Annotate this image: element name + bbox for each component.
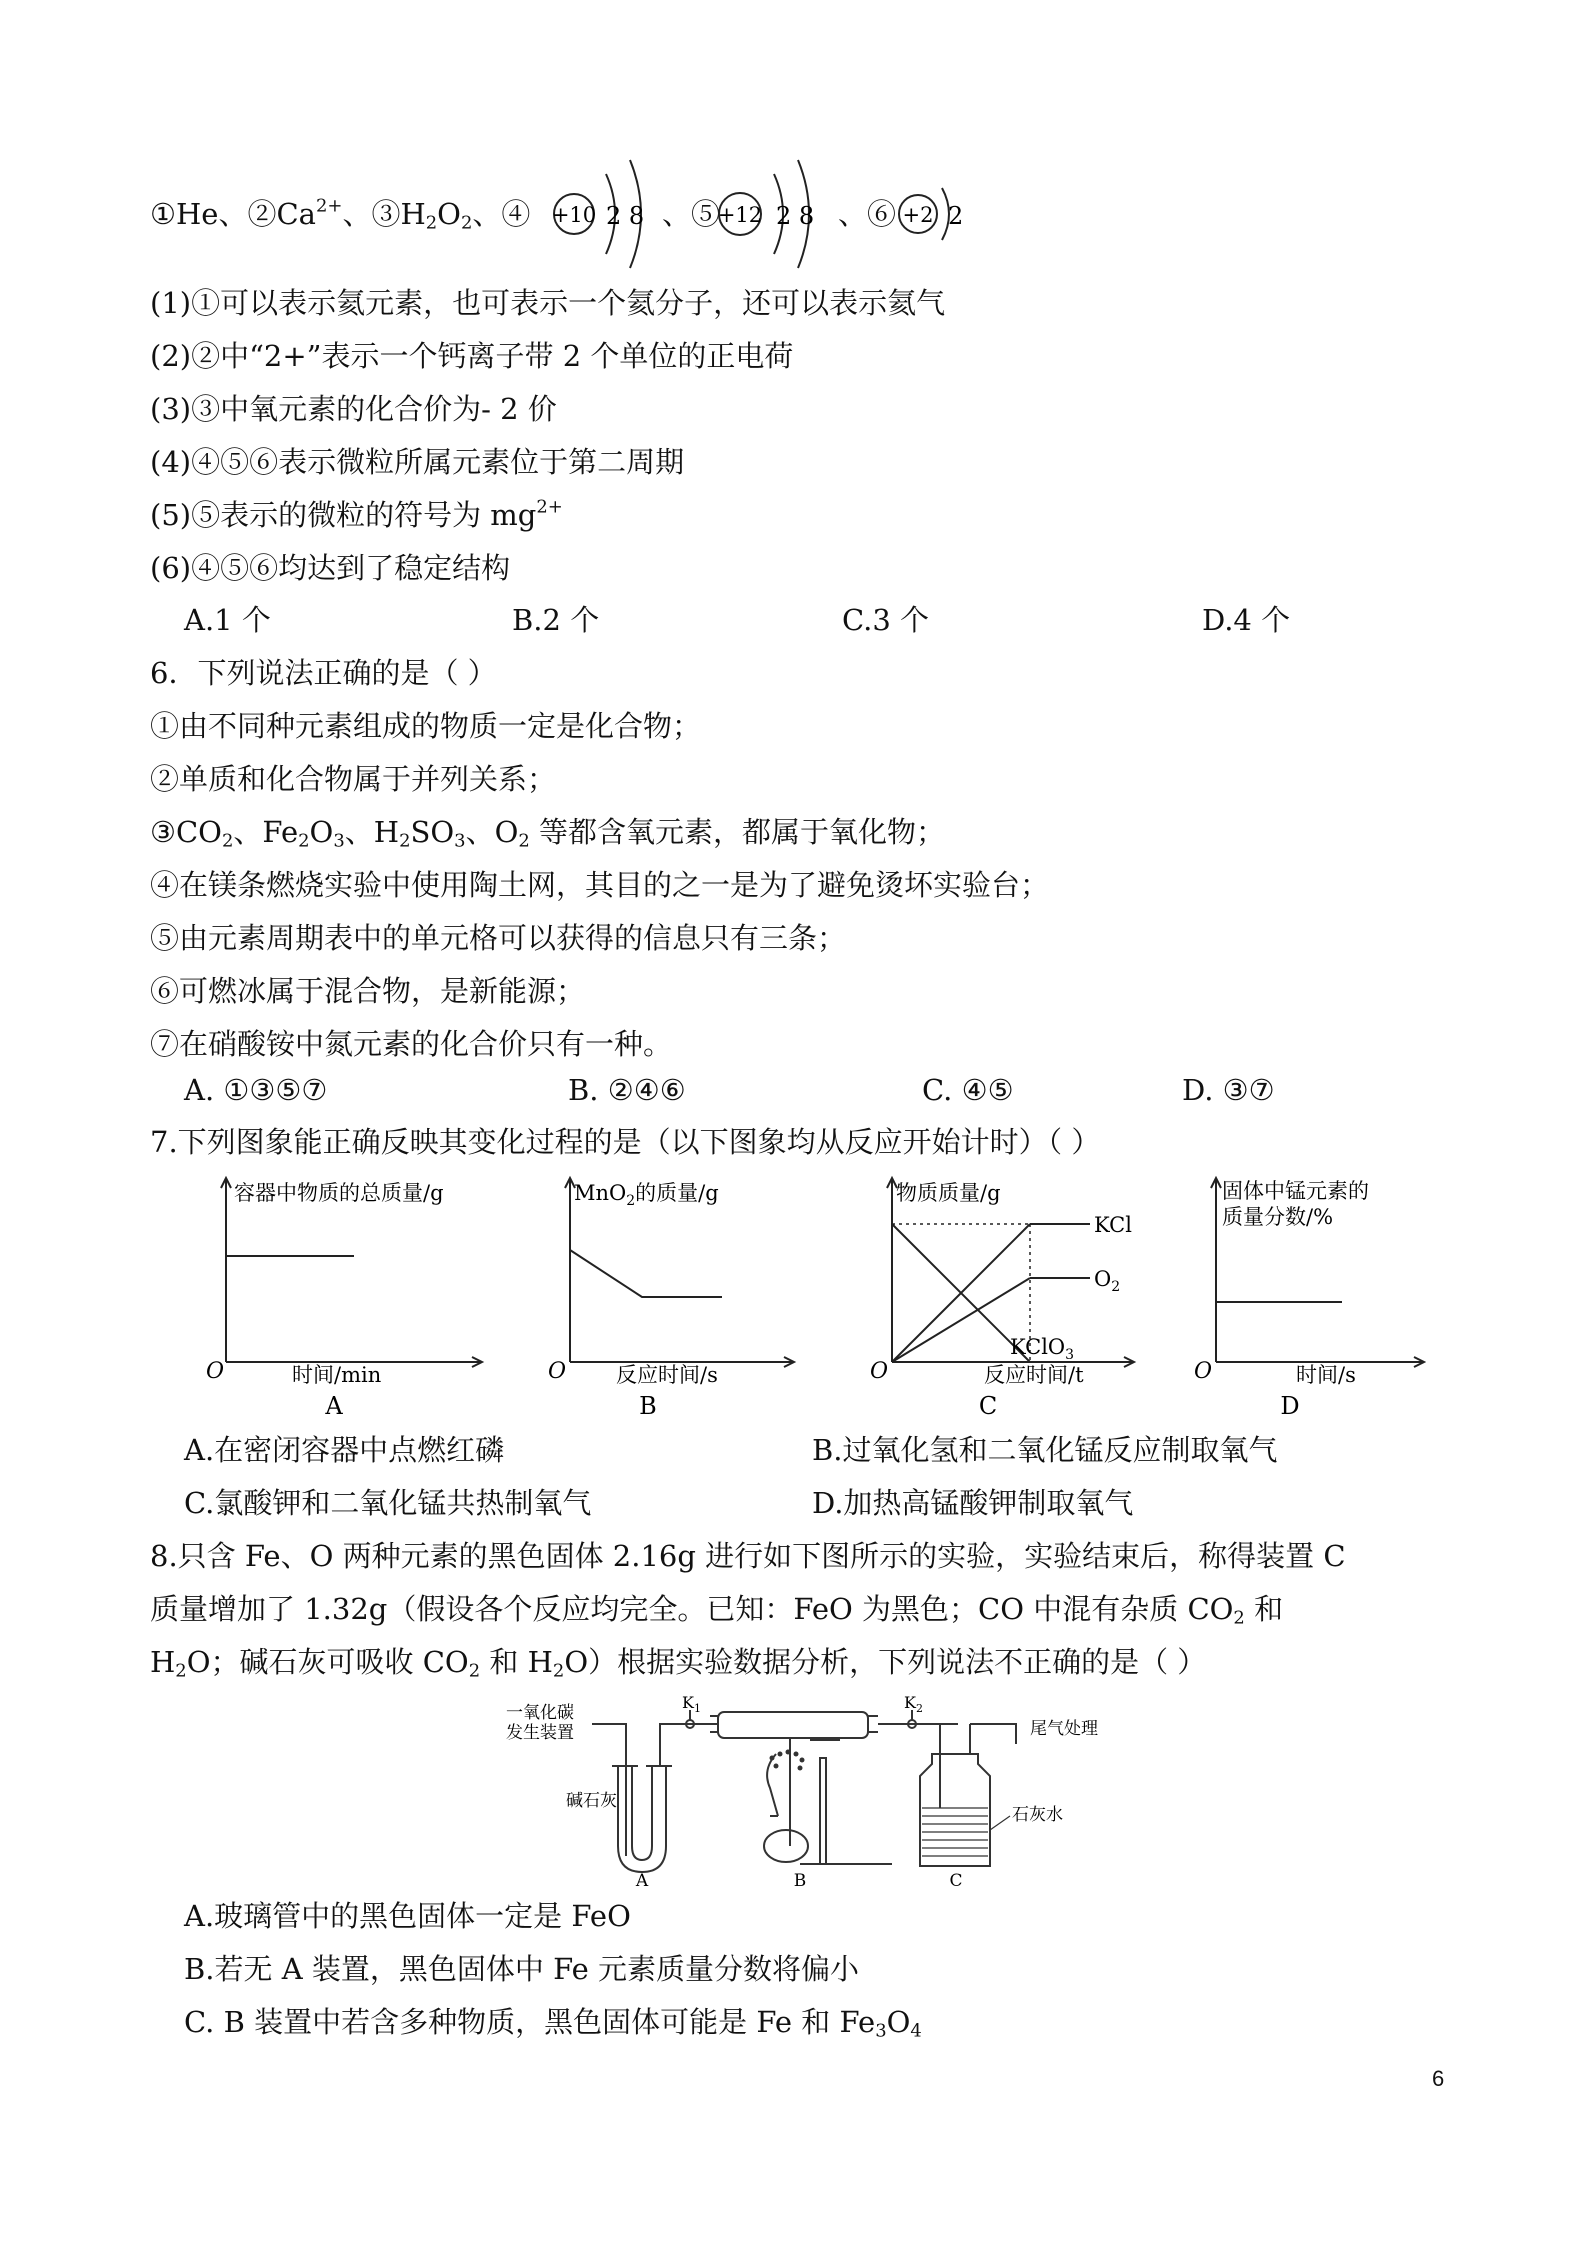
q5-option-b[interactable]: B.2 个 — [512, 603, 600, 637]
co-generator-label-1: 一氧化碳 — [506, 1703, 574, 1723]
species-text: ①He、②Ca — [150, 197, 316, 231]
graph-d-origin: O — [1194, 1359, 1213, 1384]
graph-b-line — [570, 1250, 722, 1297]
valve-k2-label: $K_2$ — [904, 1696, 923, 1715]
q5-option-d[interactable]: D.4 个 — [1202, 603, 1291, 637]
apparatus-label-a: A — [635, 1871, 649, 1886]
graph-b-ylabel: MnO$_2$的质量/g — [574, 1181, 719, 1209]
co-generator-label-2: 发生装置 — [506, 1723, 574, 1743]
item-text: 、Fe — [233, 815, 299, 849]
graph-d-ylabel-2: 质量分数/% — [1222, 1205, 1334, 1229]
subscript: 2 — [298, 830, 310, 852]
item-text: SO — [410, 815, 455, 849]
legend-o2: $O_2$ — [1094, 1267, 1121, 1295]
apparatus-diagram — [500, 1696, 1120, 1886]
q7-stem: 7.下列图象能正确反映其变化过程的是（以下图象均从反应开始计时）（ ） — [150, 1125, 1101, 1159]
nucleus-charge-5: +12 — [717, 203, 763, 227]
species-text: 、④ — [472, 197, 531, 231]
graph-d — [1186, 1172, 1426, 1422]
item-text: 等都含氧元素，都属于氧化物； — [529, 815, 946, 849]
stem-text: H — [150, 1645, 176, 1679]
stem-text: 和 — [1244, 1592, 1284, 1626]
mg-charge: 2+ — [536, 496, 563, 518]
electron-shells-5: 2 8 — [776, 202, 815, 230]
graph-a-origin: O — [206, 1359, 225, 1384]
graph-b-origin: O — [548, 1359, 567, 1384]
subscript: 2 — [552, 1660, 565, 1682]
subscript: 2 — [518, 830, 530, 852]
q8-option-b[interactable]: B.若无 A 装置，黑色固体中 Fe 元素质量分数将偏小 — [184, 1952, 860, 1986]
graph-d-xlabel: 时间/s — [1296, 1363, 1356, 1387]
q7-option-d[interactable]: D.加热高锰酸钾制取氧气 — [812, 1486, 1134, 1520]
stem-text: O）根据实验数据分析，下列说法不正确的是（ ） — [564, 1645, 1207, 1679]
stem-text: 质量增加了 1.32g（假设各个反应均完全。已知：FeO 为黑色；CO 中混有杂质 CO — [150, 1592, 1234, 1626]
item-text: ③CO — [150, 815, 222, 849]
q5-statement: (4)④⑤⑥表示微粒所属元素位于第二周期 — [150, 445, 685, 479]
q5-statement — [150, 497, 563, 533]
q7-option-b[interactable]: B.过氧化氢和二氧化锰反应制取氧气 — [812, 1433, 1278, 1467]
q8-option-a[interactable]: A.玻璃管中的黑色固体一定是 FeO — [184, 1899, 631, 1933]
nucleus-charge-6: +2 — [902, 203, 934, 227]
subscript: 2 — [468, 1660, 481, 1682]
legend-kclo3: KClO$_3$ — [1010, 1335, 1075, 1363]
graph-a-letter: A — [325, 1392, 343, 1420]
q5-statement: (2)②中“2+”表示一个钙离子带 2 个单位的正电荷 — [150, 339, 794, 373]
electron-shells-6: 2 — [948, 202, 964, 230]
graph-b-letter: B — [639, 1392, 657, 1420]
statement-text: (5)⑤表示的微粒的符号为 mg — [150, 498, 537, 532]
subscript: 2 — [1233, 1607, 1245, 1629]
subscript: 2 — [175, 1660, 187, 1682]
sep-5: 、⑤ — [662, 197, 721, 231]
graph-b-xlabel: 反应时间/s — [616, 1363, 718, 1387]
q5-statement: (1)①可以表示氦元素，也可表示一个氦分子，还可以表示氦气 — [150, 286, 946, 320]
subscript: 2 — [399, 830, 411, 852]
q6-stem: 6．下列说法正确的是（ ） — [150, 656, 497, 690]
subscript: 3 — [333, 830, 345, 852]
subscript: 2 — [425, 212, 438, 234]
ca-charge: 2+ — [315, 195, 343, 217]
apparatus-label-c: C — [949, 1871, 963, 1886]
option-text: C. B 装置中若含多种物质，黑色固体可能是 Fe 和 Fe — [184, 2005, 876, 2039]
q6-item: ②单质和化合物属于并列关系； — [150, 762, 557, 796]
graph-d-letter: D — [1280, 1392, 1300, 1420]
q8-stem-line-1: 8.只含 Fe、O 两种元素的黑色固体 2.16g 进行如下图所示的实验，实验结束后，称得装置 C — [150, 1539, 1346, 1573]
q6-item: ⑥可燃冰属于混合物，是新能源； — [150, 974, 586, 1008]
q6-option-a[interactable]: A. ①③⑤⑦ — [184, 1073, 328, 1107]
graph-c-letter: C — [978, 1392, 998, 1420]
subscript: 3 — [454, 830, 466, 852]
subscript: 4 — [910, 2020, 922, 2042]
q7-option-c[interactable]: C.氯酸钾和二氧化锰共热制氧气 — [184, 1486, 592, 1520]
q8-stem-line-2 — [150, 1591, 1283, 1627]
soda-lime-label: 碱石灰 — [566, 1791, 617, 1811]
q5-statement: (3)③中氧元素的化合价为- 2 价 — [150, 392, 557, 426]
legend-kcl: KCl — [1094, 1213, 1132, 1237]
q5-statement: (6)④⑤⑥均达到了稳定结构 — [150, 551, 511, 585]
apparatus-label-b: B — [793, 1871, 807, 1886]
atom-structure-diagram-6 — [892, 182, 972, 247]
stem-text: 和 H — [480, 1645, 553, 1679]
electron-shells-4: 2 8 — [606, 202, 645, 230]
q5-species-line — [150, 196, 530, 232]
q8-option-c[interactable] — [184, 2004, 922, 2040]
atom-structure-diagram-5 — [716, 152, 836, 277]
graph-a-xlabel: 时间/min — [292, 1363, 382, 1387]
graph-a — [200, 1172, 490, 1422]
q6-option-b[interactable]: B. ②④⑥ — [568, 1073, 686, 1107]
sep-6: 、⑥ — [838, 197, 897, 231]
subscript: 2 — [460, 212, 473, 234]
q6-item: ⑦在硝酸铵中氮元素的化合价只有一种。 — [150, 1027, 673, 1061]
subscript: 2 — [221, 830, 234, 852]
q6-option-c[interactable]: C. ④⑤ — [922, 1073, 1014, 1107]
graph-c-ylabel: 物质质量/g — [896, 1181, 1001, 1205]
stem-text: O；碱石灰可吸收 CO — [186, 1645, 469, 1679]
graph-c-origin: O — [870, 1359, 889, 1384]
q6-item — [150, 814, 945, 850]
q6-item: ④在镁条燃烧实验中使用陶土网，其目的之一是为了避免烫坏实验台； — [150, 868, 1050, 902]
species-text: O — [437, 197, 461, 231]
q6-item: ①由不同种元素组成的物质一定是化合物； — [150, 709, 702, 743]
item-text: 、O — [465, 815, 519, 849]
nucleus-charge-4: +10 — [551, 203, 597, 227]
atom-structure-diagram-4 — [548, 152, 658, 277]
species-text: 、③H — [342, 197, 426, 231]
item-text: O — [309, 815, 334, 849]
graph-a-ylabel: 容器中物质的总质量/g — [234, 1181, 444, 1205]
graph-d-ylabel-1: 固体中锰元素的 — [1222, 1179, 1369, 1203]
q5-option-c[interactable]: C.3 个 — [842, 603, 930, 637]
option-text: O — [886, 2005, 911, 2039]
graph-c — [860, 1172, 1160, 1422]
limewater-label: 石灰水 — [1012, 1805, 1063, 1825]
q7-option-a[interactable]: A.在密闭容器中点燃红磷 — [184, 1433, 505, 1467]
valve-k1-label: $K_1$ — [682, 1696, 701, 1715]
q5-option-a[interactable]: A.1 个 — [184, 603, 271, 637]
tail-gas-label: 尾气处理 — [1030, 1719, 1098, 1739]
graph-b — [540, 1172, 800, 1422]
item-text: 、H — [344, 815, 400, 849]
q8-stem-line-3 — [150, 1644, 1206, 1680]
q6-item: ⑤由元素周期表中的单元格可以获得的信息只有三条； — [150, 921, 847, 955]
subscript: 3 — [875, 2020, 887, 2042]
page-number: 6 — [1432, 2066, 1445, 2091]
q6-option-d[interactable]: D. ③⑦ — [1182, 1073, 1275, 1107]
graph-c-xlabel: 反应时间/t — [984, 1363, 1084, 1387]
